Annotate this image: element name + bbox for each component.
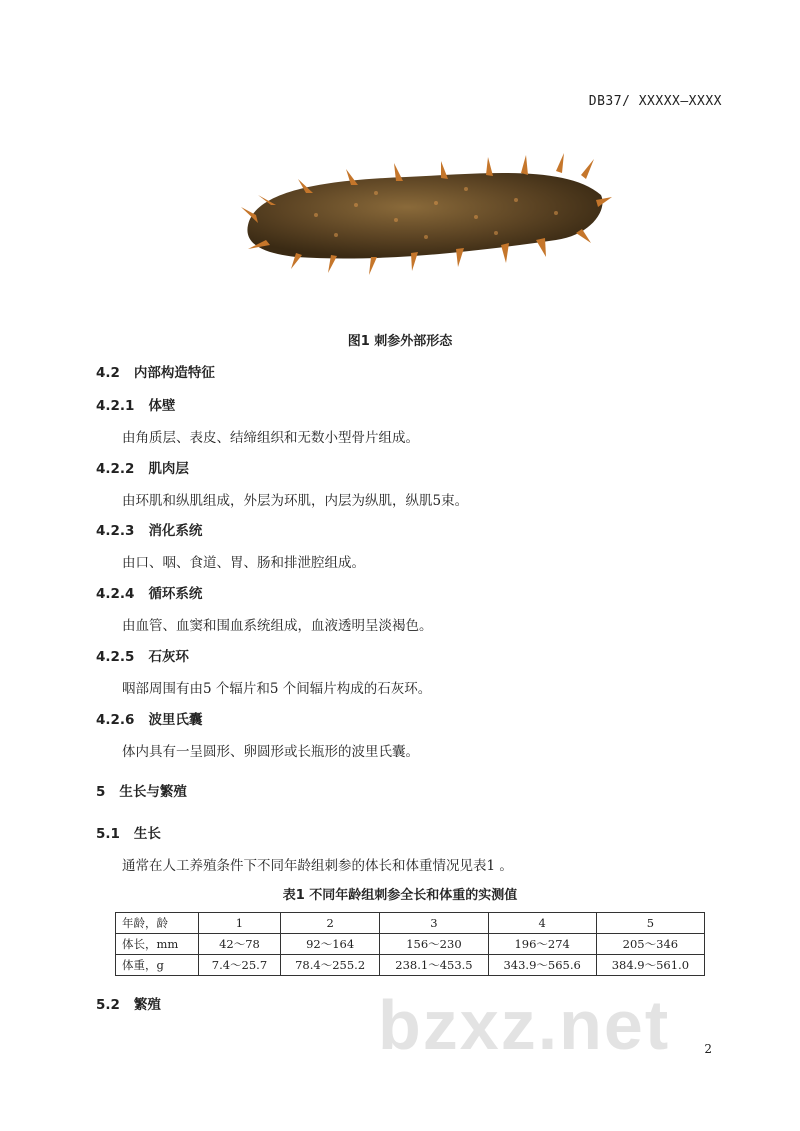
section-paragraph: 咽部周围有由5 个辐片和5 个间辐片构成的石灰环。	[122, 681, 432, 697]
section-paragraph: 体内具有一呈圆形、卵圆形或长瓶形的波里氏囊。	[122, 744, 419, 760]
section-paragraph: 由角质层、表皮、结缔组织和无数小型骨片组成。	[122, 430, 419, 446]
section-paragraph: 通常在人工养殖条件下不同年龄组刺参的体长和体重情况见表1 。	[122, 858, 513, 874]
table-cell: 体重，g	[116, 955, 199, 976]
table-caption: 表1 不同年龄组刺参全长和体重的实测值	[282, 888, 518, 903]
page-number: 2	[704, 1042, 712, 1056]
table-cell: 205～346	[596, 934, 704, 955]
table-cell: 92～164	[280, 934, 379, 955]
table-cell: 1	[199, 913, 281, 934]
table-cell: 238.1～453.5	[380, 955, 488, 976]
section-heading: 5.2 繁殖	[96, 997, 161, 1013]
section-paragraph: 由环肌和纵肌组成，外层为环肌，内层为纵肌，纵肌5束。	[122, 493, 469, 509]
table-cell: 年龄，龄	[116, 913, 199, 934]
table-cell: 384.9～561.0	[596, 955, 704, 976]
section-heading: 4.2 内部构造特征	[96, 365, 215, 381]
section-heading: 4.2.2 肌肉层	[96, 461, 189, 477]
table-cell: 156～230	[380, 934, 488, 955]
table-row	[116, 913, 705, 934]
table-cell: 4	[488, 913, 596, 934]
table-cell: 42～78	[199, 934, 281, 955]
table-cell: 体长，mm	[116, 934, 199, 955]
table-row	[116, 934, 705, 955]
section-heading: 4.2.3 消化系统	[96, 523, 203, 539]
table-row	[116, 955, 705, 976]
table-cell: 196～274	[488, 934, 596, 955]
measurement-table	[115, 912, 705, 976]
section-heading: 4.2.1 体壁	[96, 398, 176, 414]
chapter-heading: 5 生长与繁殖	[96, 784, 187, 800]
table-cell: 7.4～25.7	[199, 955, 281, 976]
watermark: bzxz.net	[378, 986, 671, 1064]
section-paragraph: 由血管、血窦和围血系统组成，血液透明呈淡褐色。	[122, 618, 433, 634]
table-cell: 343.9～565.6	[488, 955, 596, 976]
document-code: DB37/ XXXXX—XXXX	[588, 94, 722, 109]
sea-cucumber-image	[236, 145, 616, 280]
section-heading: 4.2.5 石灰环	[96, 649, 189, 665]
table-cell: 3	[380, 913, 488, 934]
table-cell: 5	[596, 913, 704, 934]
table-cell: 78.4～255.2	[280, 955, 379, 976]
section-heading: 4.2.4 循环系统	[96, 586, 203, 602]
section-heading: 4.2.6 波里氏囊	[96, 712, 203, 728]
section-paragraph: 由口、咽、食道、胃、肠和排泄腔组成。	[122, 555, 365, 571]
section-heading: 5.1 生长	[96, 826, 161, 842]
figure-caption: 图1 刺参外部形态	[347, 334, 453, 349]
table-cell: 2	[280, 913, 379, 934]
